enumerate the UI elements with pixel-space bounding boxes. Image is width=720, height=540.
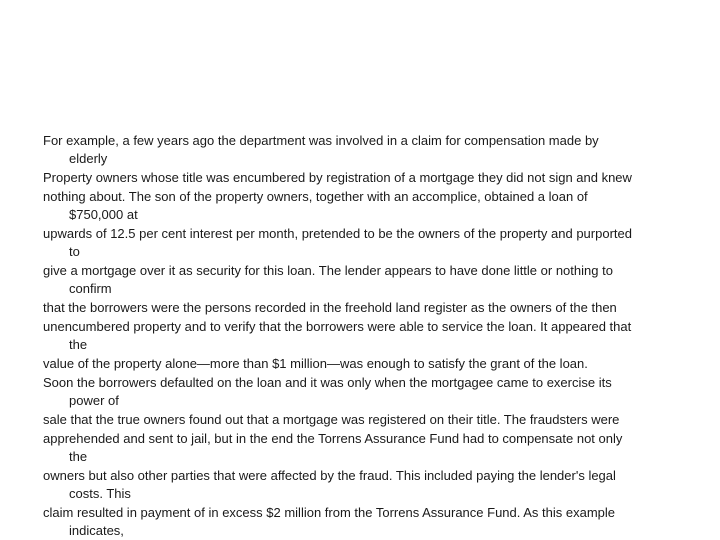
text-line-continuation: confirm <box>69 281 112 296</box>
body-text <box>43 131 683 540</box>
text-line: value of the property alone—more than $1 million—was enough to satisfy the grant of the loan. <box>43 356 588 371</box>
text-line-continuation: the <box>69 449 88 464</box>
text-line-continuation: to <box>69 244 80 259</box>
text-line: unencumbered property and to verify that the borrowers were able to service the loan. It appeared that <box>43 319 632 334</box>
text-line: nothing about. The son of the property owners, together with an accomplice, obtained a loan of <box>43 189 588 204</box>
text-line: sale that the true owners found out that a mortgage was registered on their title. The fraudsters were <box>43 412 620 427</box>
text-line-continuation: the <box>69 337 88 352</box>
text-line-continuation: indicates, <box>69 523 124 538</box>
text-line-continuation: power of <box>69 393 119 408</box>
text-line: give a mortgage over it as security for this loan. The lender appears to have done little or nothing to <box>43 263 613 278</box>
text-line: Property owners whose title was encumbered by registration of a mortgage they did not sign and knew <box>43 170 632 185</box>
text-line: Soon the borrowers defaulted on the loan and it was only when the mortgagee came to exercise its <box>43 375 612 390</box>
text-line-continuation: costs. This <box>69 486 131 501</box>
text-line: that the borrowers were the persons recorded in the freehold land register as the owners of the then <box>43 300 617 315</box>
text-line: owners but also other parties that were affected by the fraud. This included paying the lender's legal <box>43 468 616 483</box>
text-line-continuation: elderly <box>69 151 108 166</box>
text-line: For example, a few years ago the department was involved in a claim for compensation made by <box>43 133 599 148</box>
text-line: claim resulted in payment of in excess $2 million from the Torrens Assurance Fund. As this example <box>43 505 616 520</box>
text-line: upwards of 12.5 per cent interest per month, pretended to be the owners of the property and purported <box>43 226 632 241</box>
text-line: apprehended and sent to jail, but in the end the Torrens Assurance Fund had to compensate not only <box>43 431 623 446</box>
text-line-continuation: $750,000 at <box>69 207 138 222</box>
